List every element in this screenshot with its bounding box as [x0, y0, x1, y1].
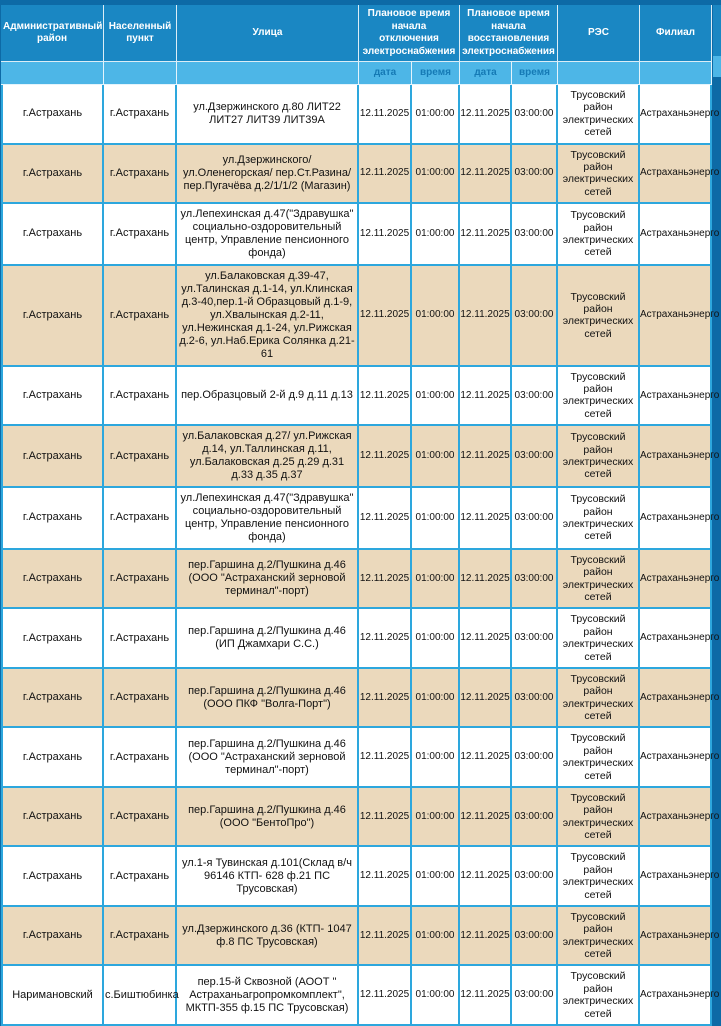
cell-branch: Астраханьэнерго — [640, 488, 712, 550]
table-header — [1, 5, 712, 85]
cell-district: г.Астрахань — [1, 204, 104, 266]
cell-restore-date: 12.11.2025 — [460, 550, 512, 610]
cell-restore-time: 03:00:00 — [512, 204, 558, 266]
subheader-empty-res — [558, 62, 640, 85]
cell-restore-date: 12.11.2025 — [460, 488, 512, 550]
cell-branch: Астраханьэнерго — [640, 204, 712, 266]
cell-district: г.Астрахань — [1, 728, 104, 788]
cell-outage-date: 12.11.2025 — [359, 204, 412, 266]
subheader-empty-settlement — [104, 62, 177, 85]
cell-district: г.Астрахань — [1, 85, 104, 145]
cell-restore-date: 12.11.2025 — [460, 367, 512, 427]
table-body — [1, 85, 720, 1026]
col-header-branch: Филиал — [640, 5, 712, 62]
cell-street: ул.1-я Тувинская д.101(Склад в/ч 96146 КТП- 628 ф.21 ПС Трусовская) — [177, 847, 359, 907]
cell-branch: Астраханьэнерго — [640, 788, 712, 848]
cell-street: пер.Гаршина д.2/Пушкина д.46 (ООО "БентоПро") — [177, 788, 359, 848]
cell-street: ул.Дзержинского д.36 (КТП- 1047 ф.8 ПС Трусовская) — [177, 907, 359, 967]
cell-outage-time: 01:00:00 — [412, 728, 460, 788]
cell-restore-date: 12.11.2025 — [460, 907, 512, 967]
subheader-outage-date: дата — [359, 62, 412, 85]
cell-outage-date: 12.11.2025 — [359, 367, 412, 427]
subheader-empty-branch — [640, 62, 712, 85]
cell-restore-time: 03:00:00 — [512, 966, 558, 1026]
cell-restore-date: 12.11.2025 — [460, 847, 512, 907]
cell-restore-date: 12.11.2025 — [460, 145, 512, 205]
cell-outage-date: 12.11.2025 — [359, 847, 412, 907]
cell-outage-time: 01:00:00 — [412, 426, 460, 488]
table-row — [1, 266, 712, 367]
table-row — [1, 907, 712, 967]
cell-restore-date: 12.11.2025 — [460, 966, 512, 1026]
cell-district: г.Астрахань — [1, 550, 104, 610]
cell-branch: Астраханьэнерго — [640, 609, 712, 669]
cell-outage-date: 12.11.2025 — [359, 266, 412, 367]
cell-outage-date: 12.11.2025 — [359, 145, 412, 205]
cell-restore-time: 03:00:00 — [512, 669, 558, 729]
cell-settlement: г.Астрахань — [104, 609, 177, 669]
cell-restore-time: 03:00:00 — [512, 85, 558, 145]
cell-outage-time: 01:00:00 — [412, 367, 460, 427]
cell-res: Трусовский район электрических сетей — [558, 728, 640, 788]
cell-outage-time: 01:00:00 — [412, 669, 460, 729]
cell-district: г.Астрахань — [1, 488, 104, 550]
cell-district: г.Астрахань — [1, 609, 104, 669]
table-row — [1, 609, 712, 669]
cell-res: Трусовский район электрических сетей — [558, 204, 640, 266]
cell-district: г.Астрахань — [1, 266, 104, 367]
cell-district: г.Астрахань — [1, 426, 104, 488]
subheader-row — [1, 62, 712, 85]
outage-table — [1, 5, 720, 1026]
cell-outage-date: 12.11.2025 — [359, 669, 412, 729]
subheader-restore-date: дата — [460, 62, 512, 85]
cell-outage-date: 12.11.2025 — [359, 609, 412, 669]
table-row — [1, 550, 712, 610]
cell-district: г.Астрахань — [1, 907, 104, 967]
cell-branch: Астраханьэнерго — [640, 550, 712, 610]
col-header-district: Административный район — [1, 5, 104, 62]
cell-street: ул.Лепехинская д.47("Здравушка" социально-оздоровительный центр, Управление пенсионного фонда) — [177, 488, 359, 550]
cell-branch: Астраханьэнерго — [640, 728, 712, 788]
subheader-right-edge — [713, 56, 721, 77]
cell-settlement: г.Астрахань — [104, 85, 177, 145]
cell-settlement: г.Астрахань — [104, 550, 177, 610]
cell-res: Трусовский район электрических сетей — [558, 907, 640, 967]
cell-street: ул.Дзержинского/ ул.Оленегорская/ пер.Ст.Разина/ пер.Пугачёва д.2/1/1/2 (Магазин) — [177, 145, 359, 205]
cell-res: Трусовский район электрических сетей — [558, 788, 640, 848]
table-row — [1, 204, 712, 266]
cell-settlement: г.Астрахань — [104, 788, 177, 848]
cell-res: Трусовский район электрических сетей — [558, 847, 640, 907]
cell-restore-time: 03:00:00 — [512, 907, 558, 967]
cell-district: г.Астрахань — [1, 669, 104, 729]
cell-branch: Астраханьэнерго — [640, 907, 712, 967]
cell-settlement: г.Астрахань — [104, 847, 177, 907]
cell-branch: Астраханьэнерго — [640, 847, 712, 907]
subheader-empty-street — [177, 62, 359, 85]
cell-restore-time: 03:00:00 — [512, 847, 558, 907]
col-header-street: Улица — [177, 5, 359, 62]
cell-settlement: г.Астрахань — [104, 266, 177, 367]
cell-restore-time: 03:00:00 — [512, 728, 558, 788]
cell-outage-time: 01:00:00 — [412, 266, 460, 367]
cell-branch: Астраханьэнерго — [640, 966, 712, 1026]
cell-restore-time: 03:00:00 — [512, 488, 558, 550]
cell-outage-time: 01:00:00 — [412, 204, 460, 266]
cell-res: Трусовский район электрических сетей — [558, 550, 640, 610]
cell-restore-date: 12.11.2025 — [460, 609, 512, 669]
cell-res: Трусовский район электрических сетей — [558, 145, 640, 205]
header-right-edge — [713, 5, 721, 56]
cell-outage-date: 12.11.2025 — [359, 966, 412, 1026]
table-row — [1, 488, 712, 550]
cell-settlement: г.Астрахань — [104, 426, 177, 488]
cell-res: Трусовский район электрических сетей — [558, 367, 640, 427]
table-row — [1, 367, 712, 427]
cell-branch: Астраханьэнерго — [640, 145, 712, 205]
cell-street: пер.15-й Сквозной (АООТ " Астраханьагропромкомплект", МКТП-355 ф.15 ПС Трусовская) — [177, 966, 359, 1026]
cell-res: Трусовский район электрических сетей — [558, 609, 640, 669]
cell-outage-time: 01:00:00 — [412, 609, 460, 669]
cell-street: ул.Балаковская д.39-47, ул.Талинская д.1-14, ул.Клинская д.3-40,пер.1-й Образцовый д.1-9, ул.Хвалынская д.2-11, ул.Нежинская д.1-24, ул.Рижская д.2-6, ул.Наб.Ерика Солянка д.21-61 — [177, 266, 359, 367]
col-header-res: РЭС — [558, 5, 640, 62]
cell-res: Трусовский район электрических сетей — [558, 85, 640, 145]
cell-outage-time: 01:00:00 — [412, 550, 460, 610]
cell-restore-time: 03:00:00 — [512, 266, 558, 367]
cell-branch: Астраханьэнерго — [640, 85, 712, 145]
cell-district: Наримановский — [1, 966, 104, 1026]
cell-outage-time: 01:00:00 — [412, 907, 460, 967]
cell-street: пер.Образцовый 2-й д.9 д.11 д.13 — [177, 367, 359, 427]
cell-settlement: г.Астрахань — [104, 204, 177, 266]
cell-restore-time: 03:00:00 — [512, 609, 558, 669]
cell-settlement: г.Астрахань — [104, 669, 177, 729]
cell-district: г.Астрахань — [1, 788, 104, 848]
header-row — [1, 5, 712, 62]
col-header-settlement: Населенный пункт — [104, 5, 177, 62]
cell-res: Трусовский район электрических сетей — [558, 669, 640, 729]
cell-district: г.Астрахань — [1, 145, 104, 205]
cell-outage-time: 01:00:00 — [412, 966, 460, 1026]
cell-res: Трусовский район электрических сетей — [558, 966, 640, 1026]
cell-outage-date: 12.11.2025 — [359, 85, 412, 145]
cell-restore-date: 12.11.2025 — [460, 204, 512, 266]
cell-outage-date: 12.11.2025 — [359, 550, 412, 610]
cell-street: ул.Дзержинского д.80 ЛИТ22 ЛИТ27 ЛИТ39 ЛИТ39А — [177, 85, 359, 145]
table-row — [1, 85, 712, 145]
table-row — [1, 966, 712, 1026]
col-header-outage-start: Плановое время начала отключения электроснабжения — [359, 5, 460, 62]
cell-restore-time: 03:00:00 — [512, 550, 558, 610]
subheader-restore-time: время — [512, 62, 558, 85]
cell-outage-time: 01:00:00 — [412, 488, 460, 550]
cell-outage-date: 12.11.2025 — [359, 728, 412, 788]
cell-outage-time: 01:00:00 — [412, 145, 460, 205]
cell-street: пер.Гаршина д.2/Пушкина д.46 (ИП Джамхари С.С.) — [177, 609, 359, 669]
cell-restore-date: 12.11.2025 — [460, 728, 512, 788]
cell-settlement: г.Астрахань — [104, 488, 177, 550]
cell-outage-time: 01:00:00 — [412, 847, 460, 907]
cell-outage-time: 01:00:00 — [412, 85, 460, 145]
table-row — [1, 847, 712, 907]
cell-restore-date: 12.11.2025 — [460, 669, 512, 729]
cell-outage-date: 12.11.2025 — [359, 488, 412, 550]
cell-street: пер.Гаршина д.2/Пушкина д.46 (ООО "Астраханский зерновой терминал"-порт) — [177, 550, 359, 610]
outage-table-wrap — [1, 5, 720, 1026]
table-row — [1, 669, 712, 729]
cell-restore-date: 12.11.2025 — [460, 85, 512, 145]
cell-restore-time: 03:00:00 — [512, 367, 558, 427]
cell-settlement: г.Астрахань — [104, 367, 177, 427]
subheader-empty-district — [1, 62, 104, 85]
cell-branch: Астраханьэнерго — [640, 426, 712, 488]
cell-settlement: г.Астрахань — [104, 728, 177, 788]
table-row — [1, 728, 712, 788]
cell-settlement: с.Биштюбинка — [104, 966, 177, 1026]
cell-outage-date: 12.11.2025 — [359, 788, 412, 848]
cell-branch: Астраханьэнерго — [640, 669, 712, 729]
cell-outage-date: 12.11.2025 — [359, 426, 412, 488]
subheader-outage-time: время — [412, 62, 460, 85]
col-header-restore-start: Плановое время начала восстановления электроснабжения — [460, 5, 558, 62]
cell-settlement: г.Астрахань — [104, 907, 177, 967]
table-row — [1, 426, 712, 488]
cell-restore-time: 03:00:00 — [512, 788, 558, 848]
cell-district: г.Астрахань — [1, 367, 104, 427]
cell-restore-date: 12.11.2025 — [460, 266, 512, 367]
cell-restore-time: 03:00:00 — [512, 145, 558, 205]
cell-district: г.Астрахань — [1, 847, 104, 907]
cell-res: Трусовский район электрических сетей — [558, 426, 640, 488]
cell-outage-date: 12.11.2025 — [359, 907, 412, 967]
cell-street: пер.Гаршина д.2/Пушкина д.46 (ООО "Астраханский зерновой терминал"-порт) — [177, 728, 359, 788]
cell-street: ул.Балаковская д.27/ ул.Рижская д.14, ул.Таллинская д.11, ул.Балаковская д.25 д.29 д.31 д.33 д.35 д.37 — [177, 426, 359, 488]
cell-settlement: г.Астрахань — [104, 145, 177, 205]
table-row — [1, 145, 712, 205]
cell-restore-time: 03:00:00 — [512, 426, 558, 488]
cell-street: ул.Лепехинская д.47("Здравушка" социально-оздоровительный центр, Управление пенсионного фонда) — [177, 204, 359, 266]
cell-restore-date: 12.11.2025 — [460, 426, 512, 488]
cell-restore-date: 12.11.2025 — [460, 788, 512, 848]
cell-street: пер.Гаршина д.2/Пушкина д.46 (ООО ПКФ "Волга-Порт") — [177, 669, 359, 729]
cell-outage-time: 01:00:00 — [412, 788, 460, 848]
cell-branch: Астраханьэнерго — [640, 367, 712, 427]
cell-res: Трусовский район электрических сетей — [558, 266, 640, 367]
table-row — [1, 788, 712, 848]
cell-branch: Астраханьэнерго — [640, 266, 712, 367]
cell-res: Трусовский район электрических сетей — [558, 488, 640, 550]
